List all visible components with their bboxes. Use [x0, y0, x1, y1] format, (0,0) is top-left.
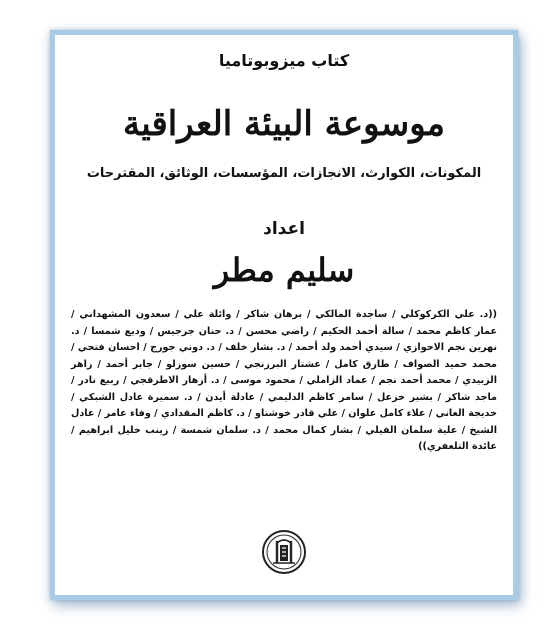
- book-title: موسوعة البيئة العراقية: [123, 104, 445, 144]
- cover-content: [55, 35, 513, 595]
- publisher-emblem-icon: [261, 529, 307, 575]
- prepared-by-label: اعداد: [263, 219, 305, 239]
- series-label: كتاب ميزوبوتاميا: [218, 51, 350, 70]
- book-subtitle: المكونات، الكوارث، الانجازات، المؤسسات، الوثائق، المقترحات: [86, 166, 482, 181]
- author-name: سليم مطر: [213, 251, 355, 289]
- contributors-list: ((د. علي الكركوكلي / ساجدة المالكي / برهان شاكر / وائلة علي / سعدون المشهداني / عمار كاظم محمد / سالة أحمد الحكيم / راضي محسن / د. حنان جرجيس / وديع شمسا / د. نهرين نجم الاحوازي / سيدي أحمد ولد أحمد / د. بشار خلف / د. دوني جورج / احسان فتحي / محمد حميد الصواف / طارق كامل / عشتار البرزنجي / حسين سوزلو / جابر أحمد / زاهر الزبيدي / محمد أحمد نجم / عماد الزاملي / محمود موسى / د. أزهار الاطرقجي / ربيع نادر / ماجد شاكر / بشير خزعل / سامر كاظم الدليمي / عادلة أيدن / د. سميرة عادل الشبكي / خديجة العاني / علاء كامل علوان / علي قادر خوشناو / د. كاظم المقدادي / وفاء عامر / عادل الشيخ / علية سلمان الفيلي / بشار كمال محمد / د. سلمان شمسة / زينب خليل ابراهيم / عائدة التلعفري)): [71, 309, 497, 452]
- book-cover: [50, 30, 518, 600]
